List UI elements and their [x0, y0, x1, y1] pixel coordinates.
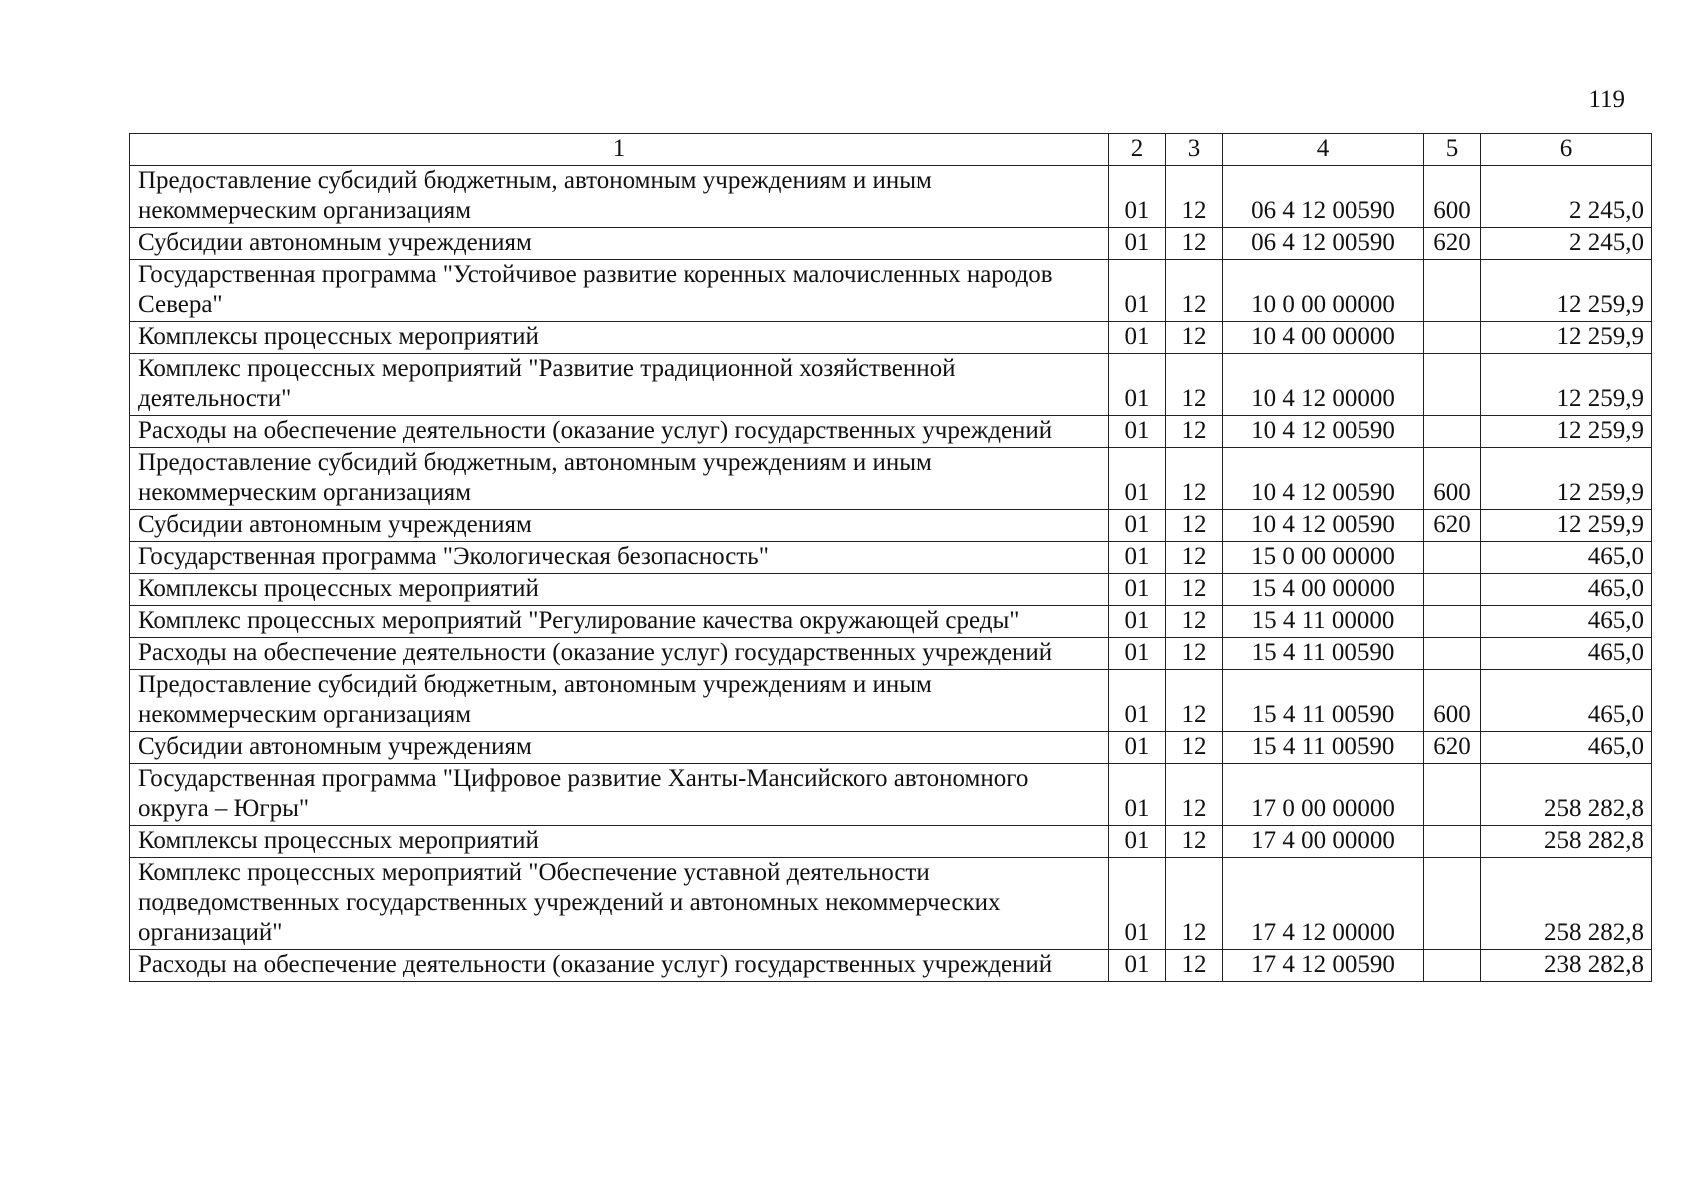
row-expense-type-cell: 620	[1424, 228, 1481, 260]
row-section-cell: 01	[1109, 732, 1166, 764]
row-name-cell: Расходы на обеспечение деятельности (оказание услуг) государственных учреждений	[130, 416, 1109, 448]
row-expense-type-cell	[1424, 826, 1481, 858]
row-name-cell: Расходы на обеспечение деятельности (оказание услуг) государственных учреждений	[130, 950, 1109, 982]
row-amount-cell: 465,0	[1481, 732, 1652, 764]
row-target-cell: 15 0 00 00000	[1223, 542, 1424, 574]
row-section-cell: 01	[1109, 260, 1166, 322]
header-cell-2: 2	[1109, 134, 1166, 166]
row-expense-type-cell	[1424, 950, 1481, 982]
header-cell-4: 4	[1223, 134, 1424, 166]
row-section-cell: 01	[1109, 638, 1166, 670]
table-row	[130, 950, 1652, 982]
row-name-cell: Субсидии автономным учреждениям	[130, 510, 1109, 542]
row-target-cell: 10 4 12 00000	[1223, 354, 1424, 416]
row-amount-cell: 465,0	[1481, 606, 1652, 638]
row-target-cell: 15 4 11 00590	[1223, 670, 1424, 732]
header-cell-5: 5	[1424, 134, 1481, 166]
table-row	[130, 510, 1652, 542]
row-subsection-cell: 12	[1166, 732, 1223, 764]
row-section-cell: 01	[1109, 416, 1166, 448]
row-subsection-cell: 12	[1166, 542, 1223, 574]
row-target-cell: 17 4 12 00590	[1223, 950, 1424, 982]
table-row	[130, 732, 1652, 764]
row-expense-type-cell	[1424, 858, 1481, 950]
row-amount-cell: 465,0	[1481, 638, 1652, 670]
row-section-cell: 01	[1109, 542, 1166, 574]
row-amount-cell: 465,0	[1481, 574, 1652, 606]
table-row	[130, 858, 1652, 950]
row-target-cell: 10 4 00 00000	[1223, 322, 1424, 354]
row-subsection-cell: 12	[1166, 826, 1223, 858]
row-name-cell: Комплекс процессных мероприятий "Развитие традиционной хозяйственной деятельности"	[130, 354, 1109, 416]
row-expense-type-cell	[1424, 764, 1481, 826]
table-row	[130, 574, 1652, 606]
row-target-cell: 06 4 12 00590	[1223, 228, 1424, 260]
row-section-cell: 01	[1109, 354, 1166, 416]
row-amount-cell: 258 282,8	[1481, 764, 1652, 826]
row-amount-cell: 12 259,9	[1481, 354, 1652, 416]
row-section-cell: 01	[1109, 448, 1166, 510]
row-target-cell: 17 0 00 00000	[1223, 764, 1424, 826]
row-section-cell: 01	[1109, 826, 1166, 858]
row-expense-type-cell: 600	[1424, 448, 1481, 510]
table-row	[130, 826, 1652, 858]
row-subsection-cell: 12	[1166, 606, 1223, 638]
row-amount-cell: 465,0	[1481, 542, 1652, 574]
row-subsection-cell: 12	[1166, 638, 1223, 670]
table-row	[130, 606, 1652, 638]
row-name-cell: Комплекс процессных мероприятий "Регулирование качества окружающей среды"	[130, 606, 1109, 638]
row-name-cell: Предоставление субсидий бюджетным, автономным учреждениям и иным некоммерческим организациям	[130, 166, 1109, 228]
row-amount-cell: 12 259,9	[1481, 322, 1652, 354]
row-target-cell: 17 4 00 00000	[1223, 826, 1424, 858]
row-target-cell: 10 4 12 00590	[1223, 510, 1424, 542]
row-amount-cell: 12 259,9	[1481, 416, 1652, 448]
row-name-cell: Субсидии автономным учреждениям	[130, 732, 1109, 764]
row-amount-cell: 465,0	[1481, 670, 1652, 732]
row-expense-type-cell: 600	[1424, 166, 1481, 228]
row-section-cell: 01	[1109, 764, 1166, 826]
row-subsection-cell: 12	[1166, 354, 1223, 416]
row-section-cell: 01	[1109, 228, 1166, 260]
table-body	[130, 134, 1652, 982]
table-row	[130, 638, 1652, 670]
row-name-cell: Расходы на обеспечение деятельности (оказание услуг) государственных учреждений	[130, 638, 1109, 670]
row-section-cell: 01	[1109, 606, 1166, 638]
table-row	[130, 228, 1652, 260]
row-amount-cell: 258 282,8	[1481, 858, 1652, 950]
row-target-cell: 17 4 12 00000	[1223, 858, 1424, 950]
row-name-cell: Предоставление субсидий бюджетным, автономным учреждениям и иным некоммерческим организациям	[130, 448, 1109, 510]
row-target-cell: 10 4 12 00590	[1223, 416, 1424, 448]
row-expense-type-cell	[1424, 542, 1481, 574]
row-subsection-cell: 12	[1166, 764, 1223, 826]
row-subsection-cell: 12	[1166, 166, 1223, 228]
row-subsection-cell: 12	[1166, 228, 1223, 260]
row-expense-type-cell: 600	[1424, 670, 1481, 732]
row-subsection-cell: 12	[1166, 670, 1223, 732]
row-section-cell: 01	[1109, 950, 1166, 982]
row-section-cell: 01	[1109, 574, 1166, 606]
row-amount-cell: 238 282,8	[1481, 950, 1652, 982]
table-row	[130, 670, 1652, 732]
table-row	[130, 260, 1652, 322]
row-name-cell: Государственная программа "Цифровое развитие Ханты-Мансийского автономного округа – Югры"	[130, 764, 1109, 826]
row-target-cell: 15 4 00 00000	[1223, 574, 1424, 606]
row-expense-type-cell	[1424, 574, 1481, 606]
row-section-cell: 01	[1109, 858, 1166, 950]
row-section-cell: 01	[1109, 670, 1166, 732]
row-section-cell: 01	[1109, 166, 1166, 228]
row-name-cell: Комплексы процессных мероприятий	[130, 826, 1109, 858]
row-name-cell: Государственная программа "Устойчивое развитие коренных малочисленных народов Севера"	[130, 260, 1109, 322]
row-target-cell: 10 4 12 00590	[1223, 448, 1424, 510]
row-name-cell: Государственная программа "Экологическая безопасность"	[130, 542, 1109, 574]
row-subsection-cell: 12	[1166, 950, 1223, 982]
row-expense-type-cell	[1424, 322, 1481, 354]
row-name-cell: Комплексы процессных мероприятий	[130, 322, 1109, 354]
row-subsection-cell: 12	[1166, 416, 1223, 448]
header-cell-1: 1	[130, 134, 1109, 166]
row-amount-cell: 12 259,9	[1481, 448, 1652, 510]
row-expense-type-cell	[1424, 354, 1481, 416]
row-expense-type-cell: 620	[1424, 732, 1481, 764]
row-target-cell: 10 0 00 00000	[1223, 260, 1424, 322]
table-row	[130, 354, 1652, 416]
table-row	[130, 166, 1652, 228]
row-name-cell: Предоставление субсидий бюджетным, автономным учреждениям и иным некоммерческим организациям	[130, 670, 1109, 732]
row-amount-cell: 12 259,9	[1481, 260, 1652, 322]
row-subsection-cell: 12	[1166, 574, 1223, 606]
row-expense-type-cell	[1424, 638, 1481, 670]
row-expense-type-cell: 620	[1424, 510, 1481, 542]
row-subsection-cell: 12	[1166, 322, 1223, 354]
row-name-cell: Комплекс процессных мероприятий "Обеспечение уставной деятельности подведомственных государственных учреждений и автономных некоммерческих организаций"	[130, 858, 1109, 950]
row-section-cell: 01	[1109, 510, 1166, 542]
page-number: 119	[1588, 86, 1625, 113]
row-subsection-cell: 12	[1166, 510, 1223, 542]
row-amount-cell: 2 245,0	[1481, 166, 1652, 228]
row-amount-cell: 2 245,0	[1481, 228, 1652, 260]
row-expense-type-cell	[1424, 416, 1481, 448]
row-amount-cell: 12 259,9	[1481, 510, 1652, 542]
row-name-cell: Субсидии автономным учреждениям	[130, 228, 1109, 260]
row-expense-type-cell	[1424, 260, 1481, 322]
budget-table	[129, 133, 1652, 982]
table-row	[130, 542, 1652, 574]
row-target-cell: 15 4 11 00590	[1223, 732, 1424, 764]
table-row	[130, 764, 1652, 826]
row-target-cell: 15 4 11 00000	[1223, 606, 1424, 638]
header-cell-6: 6	[1481, 134, 1652, 166]
row-target-cell: 15 4 11 00590	[1223, 638, 1424, 670]
header-cell-3: 3	[1166, 134, 1223, 166]
row-expense-type-cell	[1424, 606, 1481, 638]
table-row	[130, 416, 1652, 448]
row-amount-cell: 258 282,8	[1481, 826, 1652, 858]
table-row	[130, 322, 1652, 354]
table-row	[130, 448, 1652, 510]
row-subsection-cell: 12	[1166, 858, 1223, 950]
row-target-cell: 06 4 12 00590	[1223, 166, 1424, 228]
header-row	[130, 134, 1652, 166]
row-name-cell: Комплексы процессных мероприятий	[130, 574, 1109, 606]
row-subsection-cell: 12	[1166, 260, 1223, 322]
row-subsection-cell: 12	[1166, 448, 1223, 510]
row-section-cell: 01	[1109, 322, 1166, 354]
